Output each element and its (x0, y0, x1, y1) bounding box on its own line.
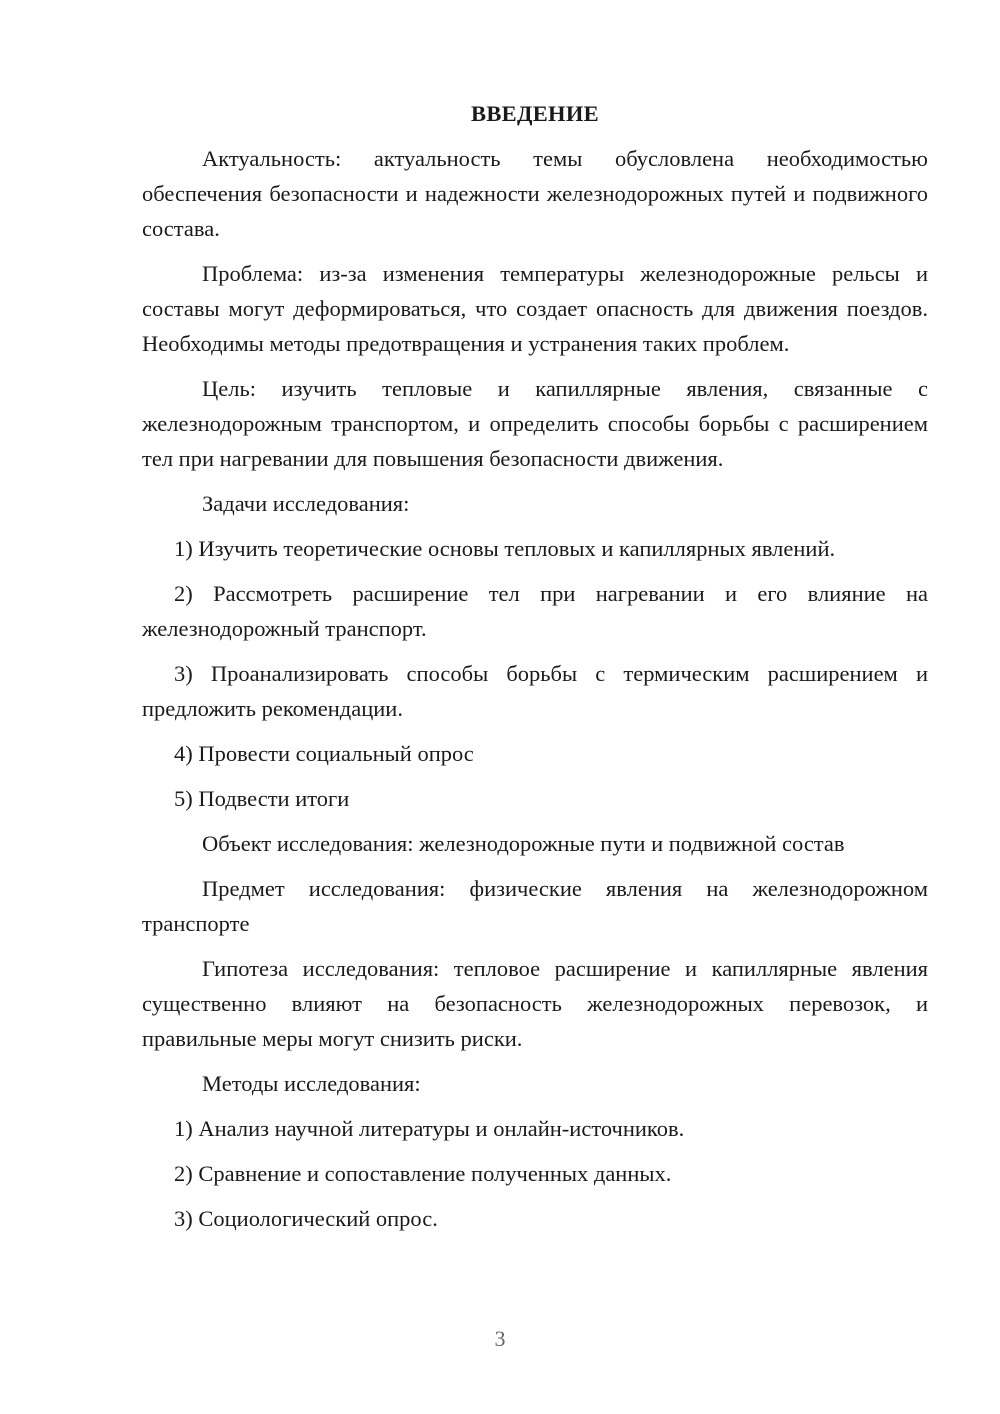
task-item-2: 2) Рассмотреть расширение тел при нагревании и его влияние на железнодорожный транспорт. (142, 581, 928, 641)
task-item-5: 5) Подвести итоги (174, 786, 350, 811)
document-page (142, 96, 928, 1246)
task-item-3: 3) Проанализировать способы борьбы с термическим расширением и предложить рекомендации. (142, 661, 928, 721)
page-number: 3 (494, 1326, 506, 1351)
subject-paragraph: Предмет исследования: физические явления на железнодорожном транспорте (142, 876, 928, 936)
goal-paragraph: Цель: изучить тепловые и капиллярные явления, связанные с железнодорожным транспортом, и определить способы борьбы с расширением тел при нагревании для повышения безопасности движения. (142, 376, 928, 471)
method-item-1: 1) Анализ научной литературы и онлайн-источников. (174, 1116, 685, 1141)
method-item-3: 3) Социологический опрос. (174, 1206, 438, 1231)
task-item-1: 1) Изучить теоретические основы тепловых и капиллярных явлений. (174, 536, 836, 561)
problem-paragraph: Проблема: из-за изменения температуры железнодорожные рельсы и составы могут деформироваться, что создает опасность для движения поездов. Необходимы методы предотвращения и устранения таких проблем. (142, 261, 928, 356)
method-item-2: 2) Сравнение и сопоставление полученных данных. (174, 1161, 672, 1186)
object-paragraph: Объект исследования: железнодорожные пути и подвижной состав (202, 831, 845, 856)
hypothesis-paragraph: Гипотеза исследования: тепловое расширение и капиллярные явления существенно влияют на безопасность железнодорожных перевозок, и правильные меры могут снизить риски. (142, 956, 928, 1051)
methods-title: Методы исследования: (202, 1071, 421, 1096)
tasks-title: Задачи исследования: (202, 491, 410, 516)
relevance-paragraph: Актуальность: актуальность темы обусловлена необходимостью обеспечения безопасности и надежности железнодорожных путей и подвижного состава. (142, 146, 928, 241)
task-item-4: 4) Провести социальный опрос (174, 741, 474, 766)
page-title: ВВЕДЕНИЕ (471, 101, 599, 126)
